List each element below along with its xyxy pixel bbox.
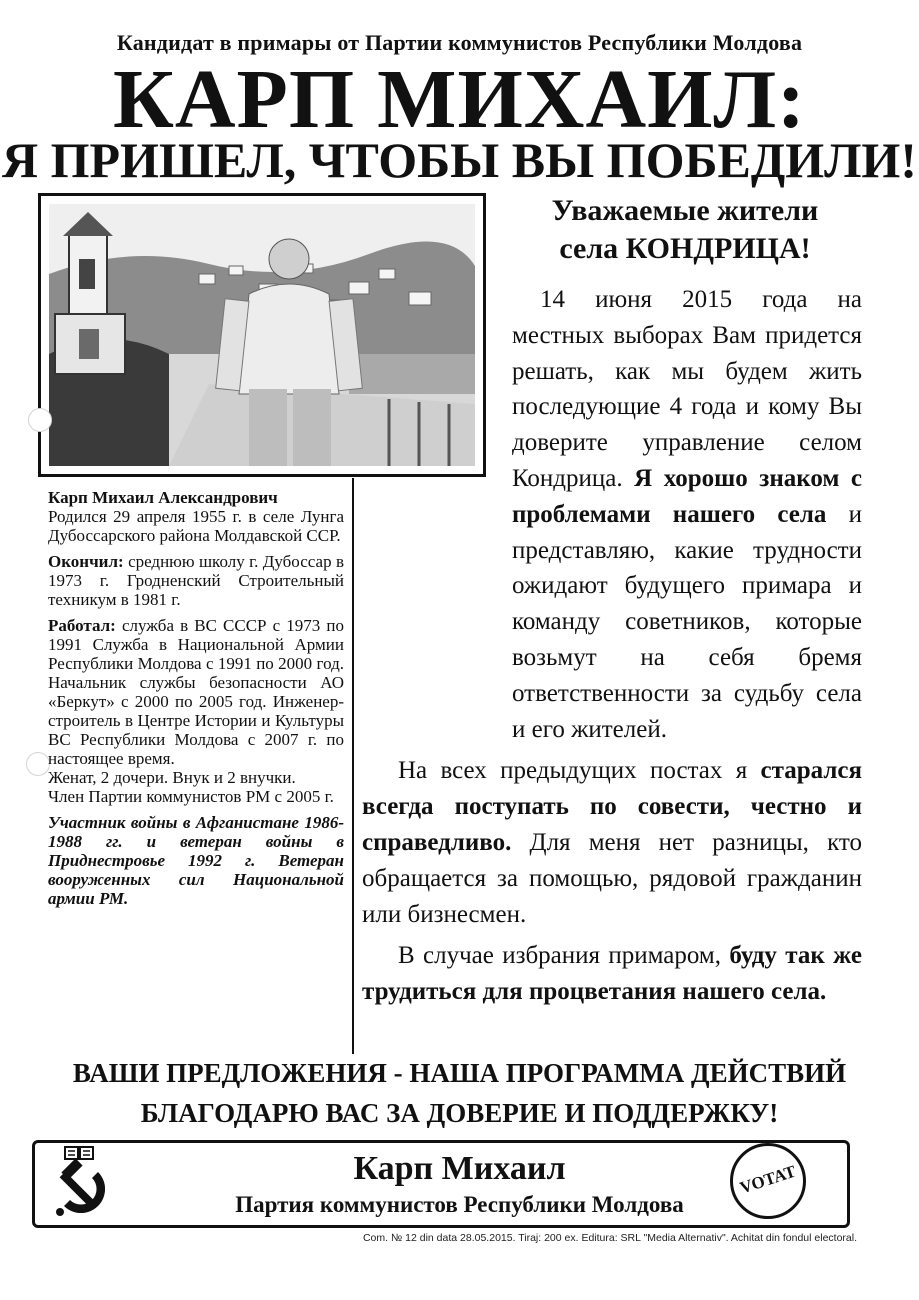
bio-born: Родился 29 апреля 1955 г. в селе Лунга Дубоссарского района Молдавской ССР.: [48, 507, 344, 545]
column-divider: [352, 478, 354, 1054]
bio-education: Окончил: среднюю школу г. Дубоссар в 1973 г. Гродненский Строительный техникум в 1981 г.: [48, 552, 344, 609]
bio-family: Женат, 2 дочери. Внук и 2 внучки.: [48, 768, 296, 787]
appeal-paragraph-1: 14 июня 2015 года на местных выборах Вам придется решать, как мы будем жить последующие 4 года и кому Вы доверите управление селом Кондрица. Я хорошо знаком с проблемами нашего села и представляю, какие трудности ожидают будущего примара и команду советников, которые возьмут на себя бремя ответственности за судьбу села и его жителей.: [512, 286, 862, 743]
votat-stamp: [730, 1143, 806, 1219]
bio-veteran: Участник войны в Афганистане 1986-1988 гг. и ветеран войны в Приднестровье 1992 г. Ветеран вооруженных сил Национальной армии РМ.: [48, 813, 344, 908]
campaign-slogan: Я ПРИШЕЛ, ЧТОБЫ ВЫ ПОБЕДИЛИ!: [2, 132, 917, 188]
bio-name: Карп Михаил Александрович: [48, 488, 278, 507]
footer-party-name: Партия коммунистов Республики Молдова: [235, 1192, 684, 1217]
greeting-line-2: села КОНДРИЦА!: [559, 232, 811, 265]
appeal-paragraph-2: На всех предыдущих постах я старался всегда поступать по совести, честно и справедливо. Для меня нет разницы, кто обращается за помощью, рядовой гражданин или бизнесмен.: [362, 757, 862, 928]
punch-hole: [28, 408, 52, 432]
call-to-action-2: БЛАГОДАРЮ ВАС ЗА ДОВЕРИЕ И ПОДДЕРЖКУ!: [140, 1098, 779, 1128]
candidate-subtitle: Кандидат в примары от Партии коммунистов Республики Молдова: [116, 30, 803, 55]
greeting-line-1: Уважаемые жители: [551, 194, 819, 227]
bio-work: Работал: служба в ВС СССР с 1973 по 1991 Служба в Национальной Армии Республики Молдова с 1991 по 2000 год. Начальник службы безопасности АО «Беркут» с 2000 по 2005 год. Инженер-строитель в Центре Истории и Культуры ВС Республики Молдова с 2007 г. по настоящее время.: [48, 616, 345, 768]
appeal-text: [362, 282, 862, 1016]
punch-hole: [26, 752, 50, 776]
bio-party: Член Партии коммунистов РМ с 2005 г.: [48, 787, 334, 806]
footer-candidate-name: Карп Михаил: [353, 1150, 566, 1187]
candidate-name-title: КАРП МИХАИЛ:: [112, 53, 807, 146]
call-to-action-1: ВАШИ ПРЕДЛОЖЕНИЯ - НАША ПРОГРАММА ДЕЙСТВИЙ: [72, 1058, 847, 1088]
votat-stamp-text: VOTAT: [737, 1161, 799, 1198]
candidate-biography: [48, 488, 344, 915]
appeal-paragraph-3: В случае избрания примаром, буду так же трудиться для процветания нашего села.: [362, 942, 862, 1006]
greeting: [500, 192, 870, 268]
print-imprint: Com. № 12 din data 28.05.2015. Tiraj: 200 ex. Editura: SRL "Media Alternativ". Achitat din fondul electoral.: [362, 1232, 857, 1244]
